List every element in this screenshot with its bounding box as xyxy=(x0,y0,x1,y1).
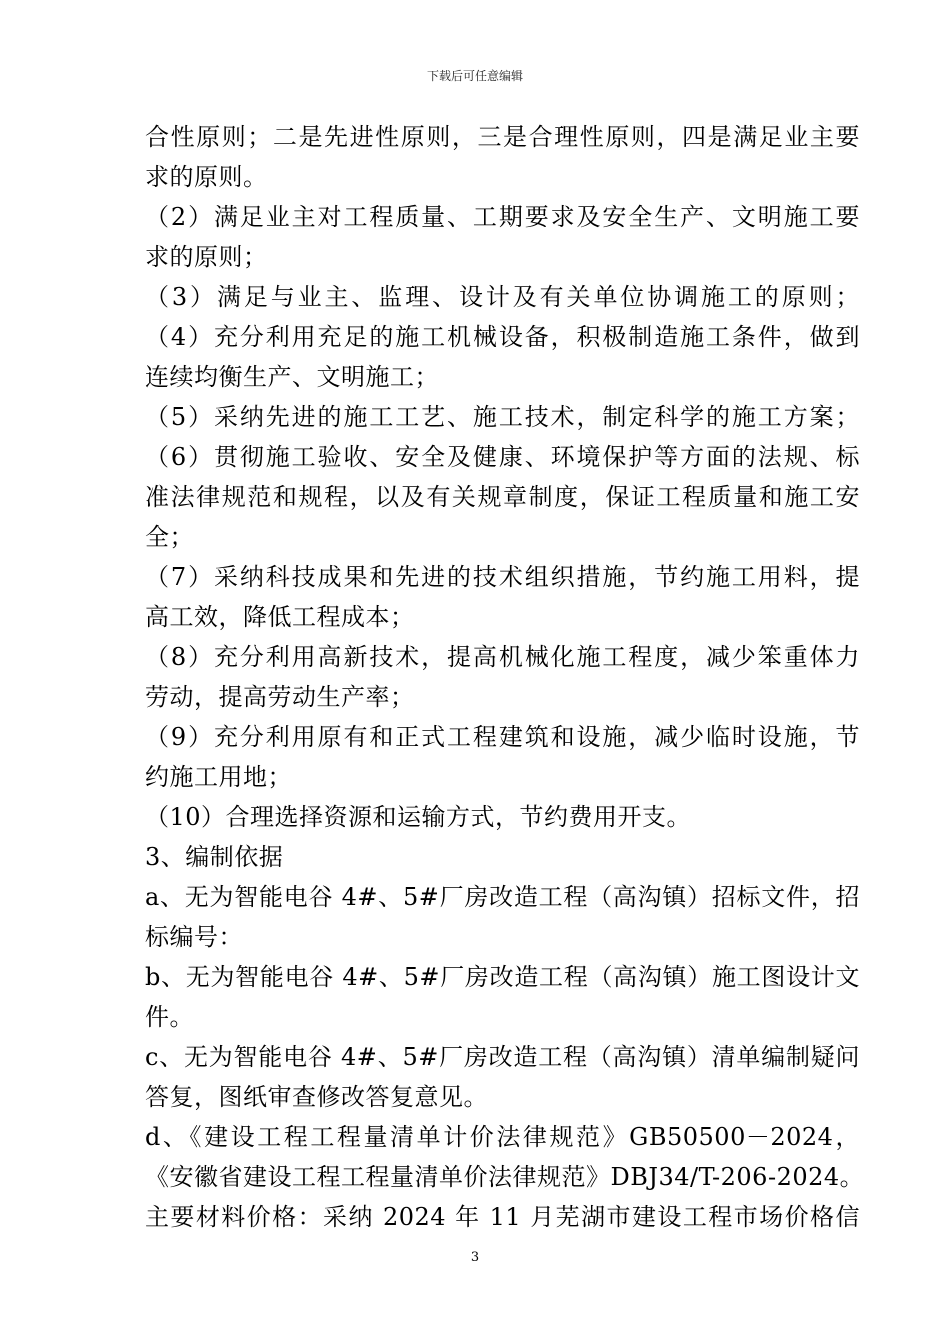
text-line: 全； xyxy=(145,523,194,551)
text-line: 件。 xyxy=(145,1003,194,1031)
text-line: 高工效，降低工程成本； xyxy=(145,603,415,631)
text-line: c、无为智能电谷 4#、5#厂房改造工程（高沟镇）清单编制疑问 xyxy=(145,1043,860,1071)
text-line: 求的原则。 xyxy=(145,163,268,191)
text-line: 合性原则；二是先进性原则，三是合理性原则，四是满足业主要 xyxy=(145,123,860,151)
text-line: 连续均衡生产、文明施工； xyxy=(145,363,439,391)
text-line: （8）充分利用高新技术，提高机械化施工程度，减少笨重体力 xyxy=(145,643,860,671)
text-line: a、无为智能电谷 4#、5#厂房改造工程（高沟镇）招标文件，招 xyxy=(145,883,860,911)
text-line: （4）充分利用充足的施工机械设备，积极制造施工条件，做到 xyxy=(145,323,860,351)
text-line: 主要材料价格：采纳 2024 年 11 月芜湖市建设工程市场价格信 xyxy=(145,1203,860,1231)
text-line: 求的原则； xyxy=(145,243,268,271)
text-line: 劳动，提高劳动生产率； xyxy=(145,683,415,711)
text-line: b、无为智能电谷 4#、5#厂房改造工程（高沟镇）施工图设计文 xyxy=(145,963,860,991)
text-line: d、《建设工程工程量清单计价法律规范》GB50500－2024， xyxy=(145,1123,860,1151)
text-line: 准法律规范和规程，以及有关规章制度，保证工程质量和施工安 xyxy=(145,483,860,511)
text-line: （2）满足业主对工程质量、工期要求及安全生产、文明施工要 xyxy=(145,203,860,231)
text-line: 答复，图纸审查修改答复意见。 xyxy=(145,1083,488,1111)
text-line: （7）采纳科技成果和先进的技术组织措施，节约施工用料，提 xyxy=(145,563,860,591)
document-body xyxy=(145,117,865,1237)
text-line: （3）满足与业主、监理、设计及有关单位协调施工的原则； xyxy=(145,283,860,311)
text-line: （6）贯彻施工验收、安全及健康、环境保护等方面的法规、标 xyxy=(145,443,860,471)
text-line: 标编号： xyxy=(145,923,243,951)
page-header: 下载后可任意编辑 xyxy=(426,69,523,83)
text-line: 《安徽省建设工程工程量清单价法律规范》DBJ34/T-206-2024。 xyxy=(145,1163,865,1191)
text-line: 约施工用地； xyxy=(145,763,292,791)
text-line: （10）合理选择资源和运输方式，节约费用开支。 xyxy=(145,803,692,831)
text-line: （9）充分利用原有和正式工程建筑和设施，减少临时设施，节 xyxy=(145,723,860,751)
page-number: 3 xyxy=(470,1250,480,1265)
text-line: （5）采纳先进的施工工艺、施工技术，制定科学的施工方案； xyxy=(145,403,860,431)
section-heading: 3、编制依据 xyxy=(145,843,284,871)
